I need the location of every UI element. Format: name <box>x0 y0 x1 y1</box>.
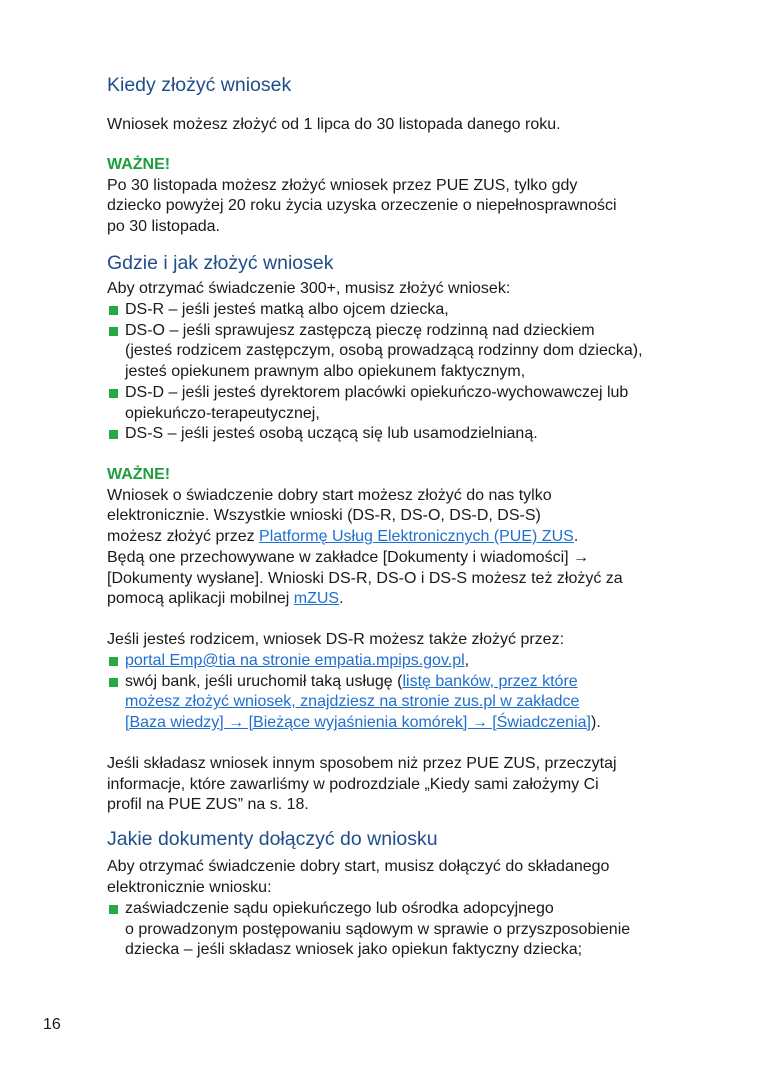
heading-when: Kiedy złożyć wniosek <box>107 74 292 96</box>
bullet-square-icon <box>109 678 118 687</box>
bullet-square-icon <box>109 389 118 398</box>
list-item: DS-D – jeśli jesteś dyrektorem placówki opiekuńczo-wychowawczej lub opiekuńczo-terapeutycznej, <box>107 383 687 424</box>
bullet-square-icon <box>109 657 118 666</box>
bullet-square-icon <box>109 327 118 336</box>
knowledge-base-link[interactable]: [Baza wiedzy] → [Bieżące wyjaśnienia komórek] → [Świadczenia] <box>125 714 591 732</box>
mzus-link[interactable]: mZUS <box>293 590 340 608</box>
empatia-link[interactable]: portal Emp@tia na stronie empatia.mpips.gov.pl <box>125 652 465 669</box>
list-item: DS-R – jeśli jesteś matką albo ojcem dziecka, <box>107 300 687 321</box>
paragraph-other-method: Jeśli składasz wniosek innym sposobem niż przez PUE ZUS, przeczytaj informacje, które zawarliśmy w podrozdziale „Kiedy sami założymy Ci profil na PUE ZUS” na s. 18. <box>107 755 617 814</box>
paragraph-parent-intro: Jeśli jesteś rodzicem, wniosek DS-R możesz także złożyć przez: <box>107 631 565 648</box>
forms-list <box>107 300 687 445</box>
important-note-2: WAŻNE! Wniosek o świadczenie dobry start możesz złożyć do nas tylko elektronicznie. Wszystkie wnioski (DS-R, DS-O, DS-D, DS-S) możesz złożyć przez Platformę Usług Elektronicznych (PUE) ZUS. Będą one przechowywane w zakładce [Dokumenty i wiadomości] → [Dokumenty wysłane]. Wnioski DS-R, DS-O i DS-S możesz też złożyć za pomocą aplikacji mobilnej mZUS. <box>107 465 687 610</box>
heading-where-how: Gdzie i jak złożyć wniosek <box>107 252 334 274</box>
paragraph-documents-intro: Aby otrzymać świadczenie dobry start, musisz dołączyć do składanego elektronicznie wniosku: <box>107 858 610 896</box>
banks-list-link[interactable]: listę banków, przez które <box>402 672 578 690</box>
list-item: zaświadczenie sądu opiekuńczego lub ośrodka adopcyjnego o prowadzonym postępowaniu sądowym w sprawie o przyszposobienie dziecka – jeśli składasz wniosek jako opiekun faktyczny dziecka; <box>107 899 687 961</box>
list-item: swój bank, jeśli uruchomił taką usługę (listę banków, przez które możesz złożyć wniosek, znajdziesz na stronie zus.pl w zakładce [Baza wiedzy] → [Bieżące wyjaśnienia komórek] → [Świadczenia]). <box>107 672 687 734</box>
page-number: 16 <box>43 1016 61 1033</box>
important-label: WAŻNE! <box>107 466 171 483</box>
list-item: DS-O – jeśli sprawujesz zastępczą pieczę rodzinną nad dzieckiem (jesteś rodzicem zastępczym, osobą prowadzącą rodzinny dom dziecka), jesteś opiekunem prawnym albo opiekunem faktycznym, <box>107 321 687 383</box>
parent-channels-list <box>107 651 687 734</box>
important-note-1: WAŻNE! Po 30 listopada możesz złożyć wniosek przez PUE ZUS, tylko gdy dziecko powyżej 20 roku życia uzyska orzeczenie o niepełnosprawności po 30 listopada. <box>107 155 687 238</box>
banks-list-link-cont[interactable]: możesz złożyć wniosek, znajdziesz na stronie zus.pl w zakładce <box>125 693 580 711</box>
pue-zus-link[interactable]: Platformę Usług Elektronicznych (PUE) ZUS <box>259 528 574 546</box>
important-label: WAŻNE! <box>107 156 171 173</box>
documents-list <box>107 899 687 961</box>
heading-documents: Jakie dokumenty dołączyć do wniosku <box>107 828 438 850</box>
list-item: portal Emp@tia na stronie empatia.mpips.gov.pl, <box>107 651 687 672</box>
bullet-square-icon <box>109 306 118 315</box>
bullet-square-icon <box>109 905 118 914</box>
list-item: DS-S – jeśli jesteś osobą uczącą się lub usamodzielnianą. <box>107 424 687 445</box>
paragraph-intro-forms: Aby otrzymać świadczenie 300+, musisz złożyć wniosek: <box>107 280 511 297</box>
bullet-square-icon <box>109 430 118 439</box>
paragraph-deadline: Wniosek możesz złożyć od 1 lipca do 30 listopada danego roku. <box>107 116 561 133</box>
